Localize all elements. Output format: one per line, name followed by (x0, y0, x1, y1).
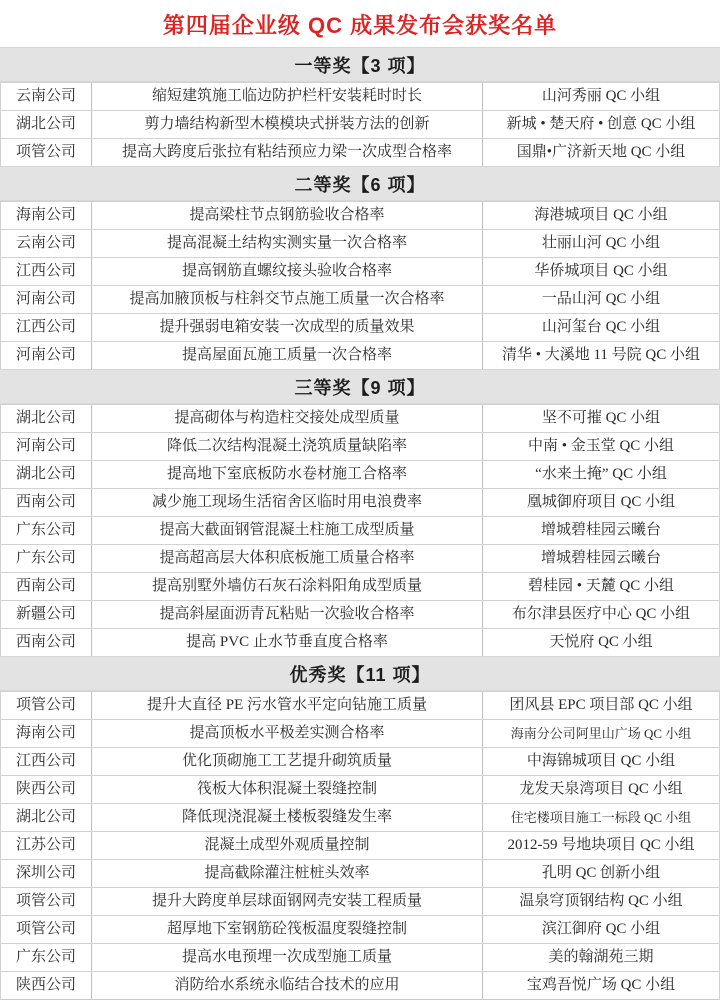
company-cell: 湖北公司 (0, 804, 92, 831)
company-cell: 云南公司 (0, 230, 92, 257)
company-cell: 陕西公司 (0, 776, 92, 803)
company-cell: 江西公司 (0, 314, 92, 341)
qc-group-cell: 龙发天泉湾项目 QC 小组 (483, 776, 720, 803)
project-cell: 提高地下室底板防水卷材施工合格率 (92, 461, 483, 488)
company-cell: 项管公司 (0, 692, 92, 719)
section-header-4 (0, 656, 720, 691)
section-header-2 (0, 166, 720, 201)
project-cell: 提高 PVC 止水节垂直度合格率 (92, 629, 483, 656)
project-cell: 提高顶板水平极差实测合格率 (92, 720, 483, 747)
table-row (0, 229, 720, 257)
company-cell: 西南公司 (0, 629, 92, 656)
section-header-3 (0, 369, 720, 404)
company-cell: 新疆公司 (0, 601, 92, 628)
table-row (0, 285, 720, 313)
qc-group-cell: 中海锦城项目 QC 小组 (483, 748, 720, 775)
qc-group-cell: 山河玺台 QC 小组 (483, 314, 720, 341)
section-header-label: 二等奖【6 项】 (294, 174, 426, 195)
project-cell: 提高斜屋面沥青瓦粘贴一次验收合格率 (92, 601, 483, 628)
company-cell: 云南公司 (0, 83, 92, 110)
section-header-label: 优秀奖【11 项】 (289, 664, 431, 685)
company-cell: 江西公司 (0, 748, 92, 775)
section-header-label: 三等奖【9 项】 (294, 377, 426, 398)
table-row (0, 138, 720, 166)
qc-group-cell: 坚不可摧 QC 小组 (483, 405, 720, 432)
project-cell: 超厚地下室钢筋砼筏板温度裂缝控制 (92, 916, 483, 943)
table-row (0, 82, 720, 110)
table-row (0, 257, 720, 285)
project-cell: 降低二次结构混凝土浇筑质量缺陷率 (92, 433, 483, 460)
project-cell: 优化顶砌施工工艺提升砌筑质量 (92, 748, 483, 775)
page-title: 第四届企业级 QC 成果发布会获奖名单 (162, 13, 558, 38)
qc-group-cell: 凰城御府项目 QC 小组 (483, 489, 720, 516)
table-row (0, 600, 720, 628)
table-row (0, 572, 720, 600)
table-row (0, 313, 720, 341)
company-cell: 西南公司 (0, 489, 92, 516)
qc-group-cell: 温泉穹顶钢结构 QC 小组 (483, 888, 720, 915)
company-cell: 河南公司 (0, 286, 92, 313)
project-cell: 提高砌体与构造柱交接处成型质量 (92, 405, 483, 432)
company-cell: 河南公司 (0, 342, 92, 369)
table-row (0, 516, 720, 544)
project-cell: 提高大跨度后张拉有粘结预应力梁一次成型合格率 (92, 139, 483, 166)
qc-group-cell: 华侨城项目 QC 小组 (483, 258, 720, 285)
qc-group-cell: 团风县 EPC 项目部 QC 小组 (483, 692, 720, 719)
qc-group-cell: 2012-59 号地块项目 QC 小组 (483, 832, 720, 859)
company-cell: 海南公司 (0, 720, 92, 747)
table-row (0, 747, 720, 775)
qc-group-cell: 增城碧桂园云曦台 (483, 545, 720, 572)
project-cell: 筏板大体积混凝土裂缝控制 (92, 776, 483, 803)
table-row (0, 544, 720, 572)
company-cell: 广东公司 (0, 517, 92, 544)
qc-group-cell: 国鼎•广济新天地 QC 小组 (483, 139, 720, 166)
company-cell: 西南公司 (0, 573, 92, 600)
project-cell: 提高大截面钢管混凝土柱施工成型质量 (92, 517, 483, 544)
company-cell: 江苏公司 (0, 832, 92, 859)
award-table (0, 47, 720, 1000)
project-cell: 提高截除灌注桩桩头效率 (92, 860, 483, 887)
company-cell: 项管公司 (0, 139, 92, 166)
qc-group-cell: 宝鸡吾悦广场 QC 小组 (483, 972, 720, 999)
qc-group-cell: 中南 • 金玉堂 QC 小组 (483, 433, 720, 460)
company-cell: 广东公司 (0, 545, 92, 572)
project-cell: 提升大直径 PE 污水管水平定向钻施工质量 (92, 692, 483, 719)
project-cell: 提高屋面瓦施工质量一次合格率 (92, 342, 483, 369)
company-cell: 湖北公司 (0, 111, 92, 138)
project-cell: 提高加腋顶板与柱斜交节点施工质量一次合格率 (92, 286, 483, 313)
table-row (0, 460, 720, 488)
project-cell: 提升大跨度单层球面钢网壳安装工程质量 (92, 888, 483, 915)
table-row (0, 943, 720, 971)
table-row (0, 859, 720, 887)
qc-group-cell: 天悦府 QC 小组 (483, 629, 720, 656)
qc-group-cell: 美的翰湖苑三期 (483, 944, 720, 971)
company-cell: 湖北公司 (0, 405, 92, 432)
project-cell: 提升强弱电箱安装一次成型的质量效果 (92, 314, 483, 341)
qc-group-cell: 海南分公司阿里山广场 QC 小组 (483, 720, 720, 747)
table-row (0, 488, 720, 516)
project-cell: 剪力墙结构新型木模模块式拼装方法的创新 (92, 111, 483, 138)
table-row (0, 628, 720, 656)
qc-group-cell: 碧桂园 • 天麓 QC 小组 (483, 573, 720, 600)
project-cell: 提高梁柱节点钢筋验收合格率 (92, 202, 483, 229)
qc-group-cell: 新城 • 楚天府 • 创意 QC 小组 (483, 111, 720, 138)
project-cell: 提高水电预埋一次成型施工质量 (92, 944, 483, 971)
section-header-label: 一等奖【3 项】 (294, 55, 426, 76)
table-row (0, 971, 720, 999)
project-cell: 提高混凝土结构实测实量一次合格率 (92, 230, 483, 257)
project-cell: 提高别墅外墙仿石灰石涂料阳角成型质量 (92, 573, 483, 600)
table-row (0, 691, 720, 719)
table-row (0, 803, 720, 831)
company-cell: 项管公司 (0, 916, 92, 943)
project-cell: 缩短建筑施工临边防护栏杆安装耗时时长 (92, 83, 483, 110)
project-cell: 提高钢筋直螺纹接头验收合格率 (92, 258, 483, 285)
company-cell: 深圳公司 (0, 860, 92, 887)
project-cell: 消防给水系统永临结合技术的应用 (92, 972, 483, 999)
qc-group-cell: 滨江御府 QC 小组 (483, 916, 720, 943)
project-cell: 降低现浇混凝土楼板裂缝发生率 (92, 804, 483, 831)
table-row (0, 110, 720, 138)
qc-group-cell: “水来土掩” QC 小组 (483, 461, 720, 488)
company-cell: 江西公司 (0, 258, 92, 285)
company-cell: 陕西公司 (0, 972, 92, 999)
table-row (0, 719, 720, 747)
table-row (0, 887, 720, 915)
table-row (0, 432, 720, 460)
company-cell: 湖北公司 (0, 461, 92, 488)
section-header-1 (0, 47, 720, 82)
qc-group-cell: 海港城项目 QC 小组 (483, 202, 720, 229)
project-cell: 混凝土成型外观质量控制 (92, 832, 483, 859)
project-cell: 减少施工现场生活宿舍区临时用电浪费率 (92, 489, 483, 516)
table-row (0, 404, 720, 432)
table-row (0, 775, 720, 803)
company-cell: 海南公司 (0, 202, 92, 229)
qc-group-cell: 壮丽山河 QC 小组 (483, 230, 720, 257)
company-cell: 项管公司 (0, 888, 92, 915)
qc-group-cell: 住宅楼项目施工一标段 QC 小组 (483, 804, 720, 831)
qc-group-cell: 一品山河 QC 小组 (483, 286, 720, 313)
table-row (0, 201, 720, 229)
qc-group-cell: 布尔津县医疗中心 QC 小组 (483, 601, 720, 628)
qc-group-cell: 增城碧桂园云曦台 (483, 517, 720, 544)
company-cell: 河南公司 (0, 433, 92, 460)
table-row (0, 915, 720, 943)
qc-group-cell: 山河秀丽 QC 小组 (483, 83, 720, 110)
qc-group-cell: 清华 • 大溪地 11 号院 QC 小组 (483, 342, 720, 369)
project-cell: 提高超高层大体积底板施工质量合格率 (92, 545, 483, 572)
qc-group-cell: 孔明 QC 创新小组 (483, 860, 720, 887)
company-cell: 广东公司 (0, 944, 92, 971)
table-row (0, 831, 720, 859)
table-row (0, 341, 720, 369)
